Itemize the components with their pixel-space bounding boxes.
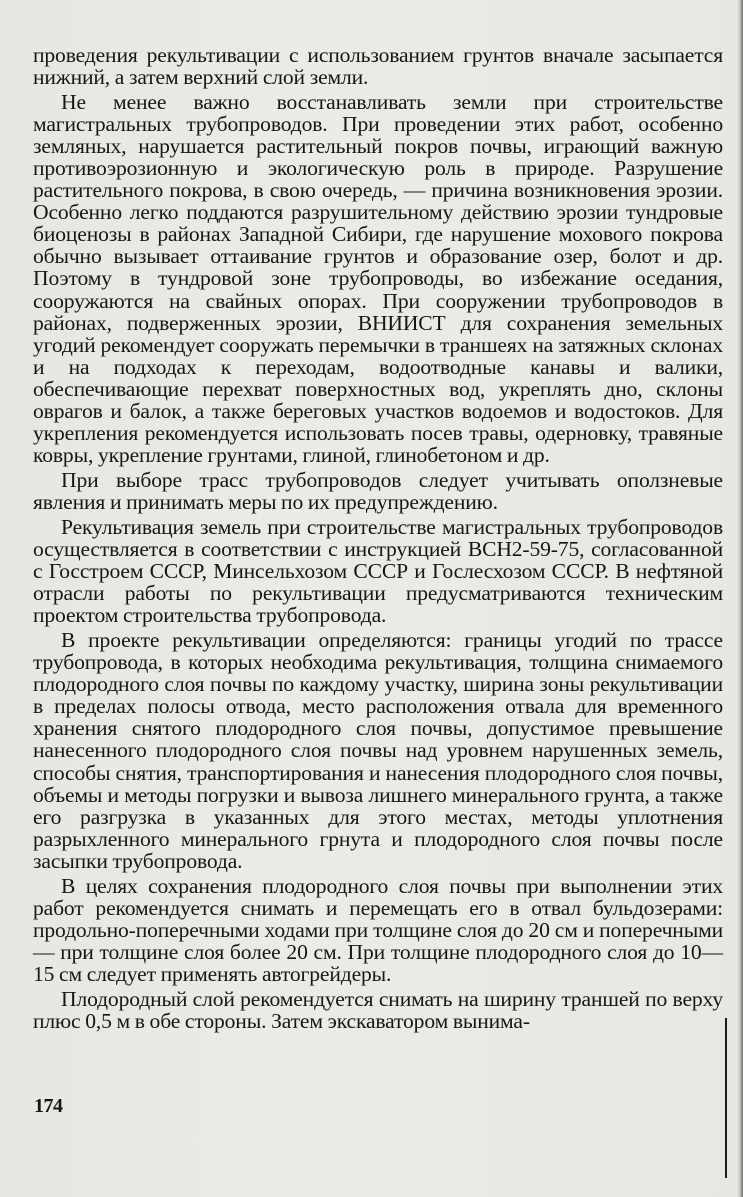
paragraph-project-contents: В проекте рекультивации определяются: границы угодий по трассе трубопровода, в которых необходима рекультивация, толщина снимаемого плодородного слоя почвы по каждому участку, ширина зоны рекультивации в пределах полосы отвода, место расположения отвала для временного хранения снятого плодородного слоя почвы, допустимое превышение нанесенного плодородного слоя почвы над уровнем нарушенных земель, способы снятия, транспортирования и нанесения плодородного слоя почвы, объемы и методы погрузки и вывоза лишнего минерального грунта, а также его разгрузка в указанных для этого местах, методы уплотнения разрыхленного минерального грнута и плодородного слоя почвы после засыпки трубопровода.: [33, 628, 723, 873]
paragraph-regulation: Рекультивация земель при строительстве магистральных трубопроводов осуществляется в соответствии с инструкцией ВСН2-59-75, согласованной с Госстроем СССР, Минсельхозом СССР и Гослесхозом СССР. В нефтяной отрасли работы по рекультивации предусматриваются техническим проектом строительства трубопровода.: [33, 514, 723, 628]
paragraph-topsoil-width: Плодородный слой рекомендуется снимать на ширину траншей по верху плюс 0,5 м в обе стороны. Затем экскаватором вынима-: [33, 986, 723, 1034]
paragraph-route-selection: При выборе трасс трубопроводов следует учитывать оползневые явления и принимать меры по их предупреждению.: [33, 467, 723, 514]
page-number: 174: [34, 1095, 63, 1117]
page-edge-shadow: [737, 0, 743, 1197]
paragraph-pipelines: Не менее важно восстанавливать земли при строительстве магистральных трубопроводов. При проведении этих работ, особенно земляных, нарушается растительный покров почвы, играющий важную противоэрозионную и экологическую роль в природе. Разрушение растительного покрова, в свою очередь, — причина возникновения эрозии. Особенно легко поддаются разрушительному действию эрозии тундровые биоценозы в районах Западной Сибири, где нарушение мохового покрова обычно вызывает оттаивание грунтов и образование озер, болот и др. Поэтому в тундровой зоне трубопроводы, во избежание оседания, сооружаются на свайных опорах. При сооружении трубопроводов в районах, подверженных эрозии, ВНИИСТ для сохранения земельных угодий рекомендует сооружать перемычки в траншеях на затяжных склонах и на подходах к переходам, водоотводные канавы и валики, обеспечивающие перехват поверхностных вод, укреплять дно, склоны оврагов и балок, а также береговых участков водоемов и водостоков. Для укрепления рекомендуется использовать посев травы, одерновку, травяные ковры, укрепление грунтами, глиной, глинобетоном и др.: [33, 90, 723, 467]
body-text: [33, 44, 723, 1032]
paragraph-topsoil-preservation: В целях сохранения плодородного слоя почвы при выполнении этих работ рекомендуется снимать и перемещать его в отвал бульдозерами: продольно-поперечными ходами при толщине слоя до 20 см и поперечными — при толщине слоя более 20 см. При толщине плодородного слоя до 10—15 см следует применять автогрейдеры.: [33, 873, 723, 986]
binding-edge-mark: [725, 1018, 727, 1178]
paragraph-continuation: проведения рекультивации с использованием грунтов вначале засыпается нижний, а затем верхний слой земли.: [33, 43, 723, 90]
